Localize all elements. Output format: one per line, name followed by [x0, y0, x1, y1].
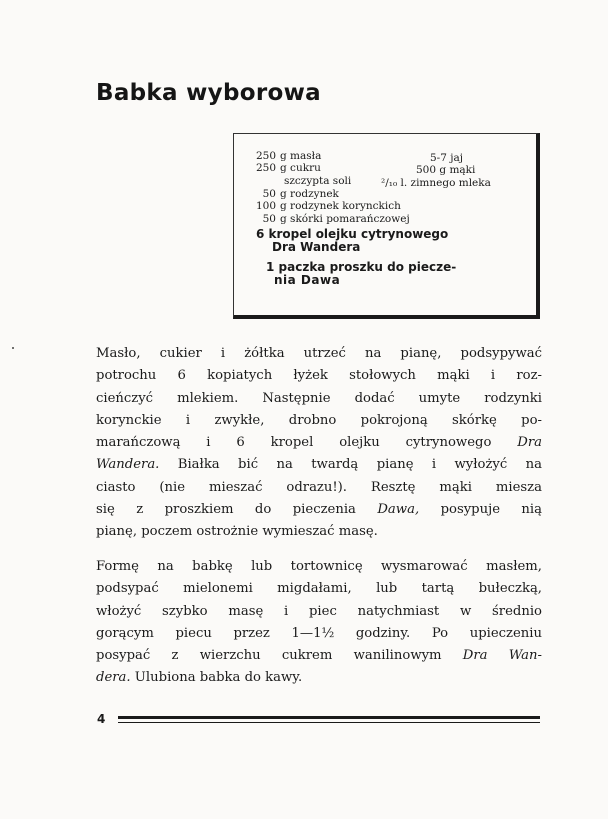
ingredient-bold-3: 1 paczka proszku do piecze- — [266, 260, 457, 274]
recipe-title: Babka wyborowa — [96, 80, 321, 106]
text-line: potrochu 6 kopiatych łyżek stołowych mąki i roz- — [96, 368, 542, 384]
ingredient-bold-1: 6 kropel olejku cytrynowego — [256, 227, 449, 241]
text-line: się z proszkiem do pieczenia Dawa, posypuje nią — [96, 502, 542, 518]
footer-rule-thick — [118, 716, 540, 719]
text-line: Masło, cukier i żółtka utrzeć na pianę, podsypywać — [96, 346, 542, 361]
text-line: Formę na babkę lub tortownicę wysmarować masłem, — [96, 559, 542, 574]
text-line: dera. Ulubiona babka do kawy. — [96, 670, 303, 686]
ingredient-right-2: 500 g mąki — [416, 164, 476, 176]
ingredient-left-3: szczypta soli — [284, 175, 352, 187]
ingredients-box — [233, 133, 540, 319]
scan-speck — [12, 347, 14, 349]
instructions-paragraph-2 — [96, 556, 542, 690]
page-number: 4 — [97, 712, 106, 726]
ingredient-left-6: 50 g skórki pomarańczowej — [262, 213, 410, 225]
instructions-paragraph-1 — [96, 343, 542, 544]
text-line: gorącym piecu przez 1—1½ godziny. Po upieczeniu — [96, 625, 542, 641]
footer-rule-thin — [118, 722, 540, 723]
text-line: korynckie i zwykłe, drobno pokrojoną skórkę po- — [96, 412, 542, 428]
ingredient-right-3: ²/₁₀ l. zimnego mleka — [381, 177, 491, 189]
ingredient-right-1: 5-7 jaj — [430, 152, 464, 164]
text-line: pianę, poczem ostrożnie wymieszać masę. — [96, 524, 378, 540]
text-line: podsypać mielonemi migdałami, lub tartą bułeczką, — [96, 581, 542, 597]
text-line: ciasto (nie mieszać odrazu!). Resztę mąki miesza — [96, 479, 542, 495]
text-line: marańczową i 6 kropel olejku cytrynowego Dra — [96, 435, 542, 451]
text-line: cieńczyć mlekiem. Następnie dodać umyte rodzynki — [96, 390, 542, 406]
text-line: posypać z wierzchu cukrem wanilinowym Dra Wan- — [96, 648, 542, 664]
ingredient-left-2: 250 g cukru — [255, 162, 321, 174]
ingredient-left-1: 250 g masła — [255, 150, 322, 162]
text-line: włożyć szybko masę i piec natychmiast w średnio — [96, 603, 542, 619]
ingredient-bold-4: nia Dawa — [274, 273, 341, 287]
ingredient-left-4: 50 g rodzynek — [262, 188, 339, 200]
ingredient-bold-2: Dra Wandera — [272, 240, 361, 254]
ingredient-left-5: 100 g rodzynek korynckich — [255, 200, 401, 212]
text-line: Wandera. Białka bić na twardą pianę i wyłożyć na — [96, 457, 542, 473]
